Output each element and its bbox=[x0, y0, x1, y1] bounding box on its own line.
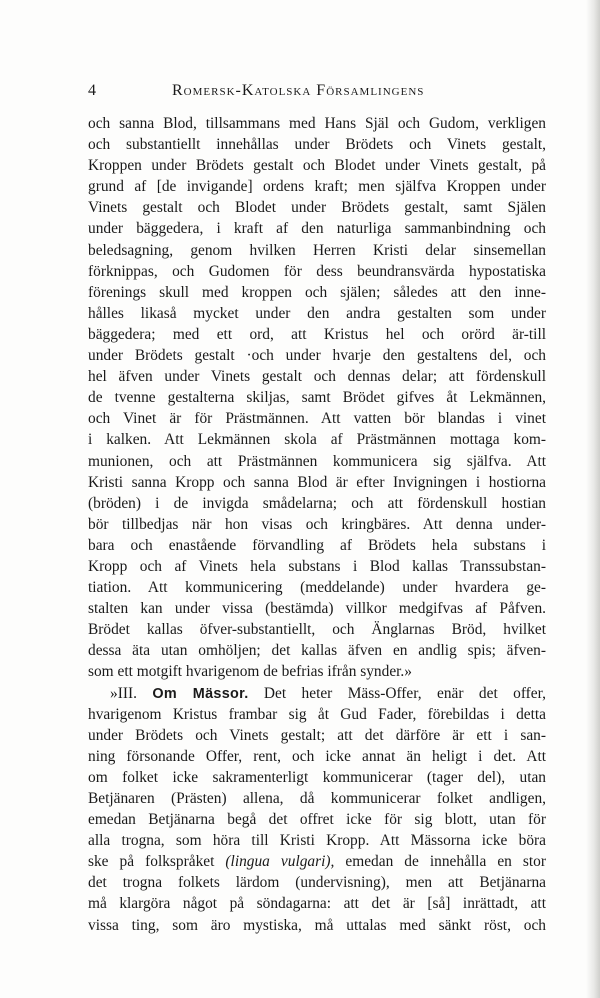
line-text: Det heter Mäss-Offer, enär det offer, bbox=[248, 684, 546, 702]
text-line bbox=[88, 282, 546, 303]
text-line bbox=[88, 387, 546, 408]
line-text: under Brödets gestalt ·och under hvarje den gestaltens del, och bbox=[88, 347, 546, 365]
text-line bbox=[88, 893, 546, 914]
text-line bbox=[88, 197, 546, 218]
line-text: stalten kan under vissa (bestämda) villkor medgifvas af Påfven. bbox=[88, 600, 546, 618]
text-line bbox=[88, 366, 546, 387]
text-line bbox=[88, 725, 546, 746]
text-line bbox=[88, 598, 546, 619]
text-line bbox=[88, 767, 546, 788]
line-text: alla trogna, som höra till Kristi Kropp. Att Mässorna icke böra bbox=[88, 832, 546, 850]
line-text: Vinets gestalt och Blodet under Brödets gestalt, samt Själen bbox=[88, 199, 546, 217]
page-edge-shadow bbox=[586, 0, 600, 998]
line-text: och sanna Blod, tillsammans med Hans Själ och Gudom, verkligen bbox=[88, 115, 546, 132]
line-text: det trogna folkets lärdom (undervisning), men att Betjänarna bbox=[88, 874, 546, 892]
text-line bbox=[88, 218, 546, 239]
text-line bbox=[88, 134, 546, 155]
line-text: förenings skull med kroppen och själen; således att den inne- bbox=[88, 283, 546, 301]
line-text: Kristi sanna Kropp och sanna Blod är efter Invigningen i hostiorna bbox=[88, 473, 546, 491]
text-line bbox=[88, 556, 546, 577]
line-text: »III. bbox=[110, 684, 153, 702]
text-line bbox=[88, 176, 546, 197]
text-line bbox=[88, 704, 546, 725]
running-title: Romersk-Katolska Församlingens bbox=[172, 82, 425, 99]
line-text: emedan Betjänarna begå det offret icke för sig blott, utan för bbox=[88, 811, 546, 829]
text-line bbox=[88, 872, 546, 893]
text-line bbox=[88, 619, 546, 640]
line-text: Brödet kallas öfver-substantiellt, och Änglarnas Bröd, hvilket bbox=[88, 621, 546, 639]
line-text: Betjänaren (Prästen) allena, då kommunicerar folket andligen, bbox=[88, 790, 546, 807]
line-text: Kropp och af Vinets hela substans i Blod kallas Transsubstan- bbox=[88, 557, 546, 575]
line-text: hel äfven under Vinets gestalt och dennas delar; att fördenskull bbox=[88, 368, 546, 386]
text-line bbox=[88, 303, 546, 324]
line-text: tiation. Att kommunicering (meddelande) under hvardera ge- bbox=[88, 579, 546, 597]
page-header bbox=[88, 82, 546, 104]
line-text: bara och enastående förvandling af Brödets hela substans i bbox=[88, 536, 546, 554]
text-line bbox=[88, 408, 546, 429]
section-heading: Om Mässor. bbox=[152, 685, 249, 702]
text-line bbox=[88, 683, 546, 704]
text-line bbox=[88, 472, 546, 493]
line-text: emedan de innehålla en stor bbox=[334, 853, 546, 871]
body-text bbox=[88, 113, 546, 936]
line-text: vissa ting, som äro mystiska, må uttalas med sänkt röst, och bbox=[88, 916, 546, 934]
line-text: under bäggedera, i kraft af den naturliga sammanbindning och bbox=[88, 220, 546, 238]
text-line bbox=[88, 851, 546, 872]
line-text: grund af [de invigande] ordens kraft; men själfva Kroppen under bbox=[88, 178, 546, 196]
line-text: och substantiellt innehållas under Brödets och Vinets gestalt, bbox=[88, 136, 546, 154]
text-line bbox=[88, 261, 546, 282]
line-text: må klargöra något på söndagarna: att det är [så] inrättadt, att bbox=[88, 895, 546, 913]
text-line bbox=[88, 514, 546, 535]
line-text: under Brödets och Vinets gestalt; att det därföre är ett i san- bbox=[88, 726, 546, 744]
text-line bbox=[88, 240, 546, 261]
text-line bbox=[88, 155, 546, 176]
text-line bbox=[88, 577, 546, 598]
line-text: om folket icke sakramenterligt kommunicerar (tager del), utan bbox=[88, 768, 546, 786]
latin-phrase: (lingua vulgari), bbox=[225, 853, 335, 871]
text-line bbox=[88, 345, 546, 366]
line-text: hålles likaså mycket under den andra gestalten som under bbox=[88, 304, 546, 322]
line-text: dessa äta utan omhöljen; det kallas äfven en andlig spis; äfven- bbox=[88, 642, 546, 660]
line-text: och Vinet är för Prästmännen. Att vatten bör blandas i vinet bbox=[88, 410, 546, 428]
text-line bbox=[88, 915, 546, 936]
text-line bbox=[88, 809, 546, 830]
text-line bbox=[88, 451, 546, 472]
text-line bbox=[88, 788, 546, 809]
line-text: bäggedera; med ett ord, att Kristus hel och orörd är-till bbox=[88, 325, 546, 343]
text-line bbox=[88, 429, 546, 450]
line-text: munionen, och att Prästmännen kommunicera sig själfva. Att bbox=[88, 452, 546, 470]
line-text: som ett motgift hvarigenom de befrias ifrån synder.» bbox=[88, 663, 412, 681]
line-text: hvarigenom Kristus frambar sig åt Gud Fader, förebildas i detta bbox=[88, 705, 546, 723]
text-line bbox=[88, 830, 546, 851]
text-line bbox=[88, 535, 546, 556]
text-line bbox=[88, 746, 546, 767]
line-text: i kalken. Att Lekmännen skola af Prästmännen mottaga kom- bbox=[88, 431, 546, 449]
text-line bbox=[88, 640, 546, 661]
text-line bbox=[88, 324, 546, 345]
line-text: ning försonande Offer, rent, och icke annat än heligt i det. Att bbox=[88, 747, 546, 765]
text-line bbox=[88, 113, 546, 134]
line-text: ske på folkspråket bbox=[88, 853, 226, 871]
text-line bbox=[88, 661, 546, 682]
page-number: 4 bbox=[88, 82, 97, 99]
line-text: (bröden) i de invigda smådelarna; och att fördenskull hostian bbox=[88, 494, 546, 512]
line-text: de tvenne gestalterna skiljas, samt Brödet gifves åt Lekmännen, bbox=[88, 389, 546, 407]
text-line bbox=[88, 493, 546, 514]
line-text: förknippas, och Gudomen för dess beundransvärda hypostatiska bbox=[88, 262, 546, 280]
line-text: Kroppen under Brödets gestalt och Blodet under Vinets gestalt, på bbox=[88, 157, 546, 175]
line-text: bör tillbedjas när hon visas och kringbäres. Att denna under- bbox=[88, 515, 546, 533]
line-text: beledsagning, genom hvilken Herren Kristi delar sinsemellan bbox=[88, 241, 546, 259]
